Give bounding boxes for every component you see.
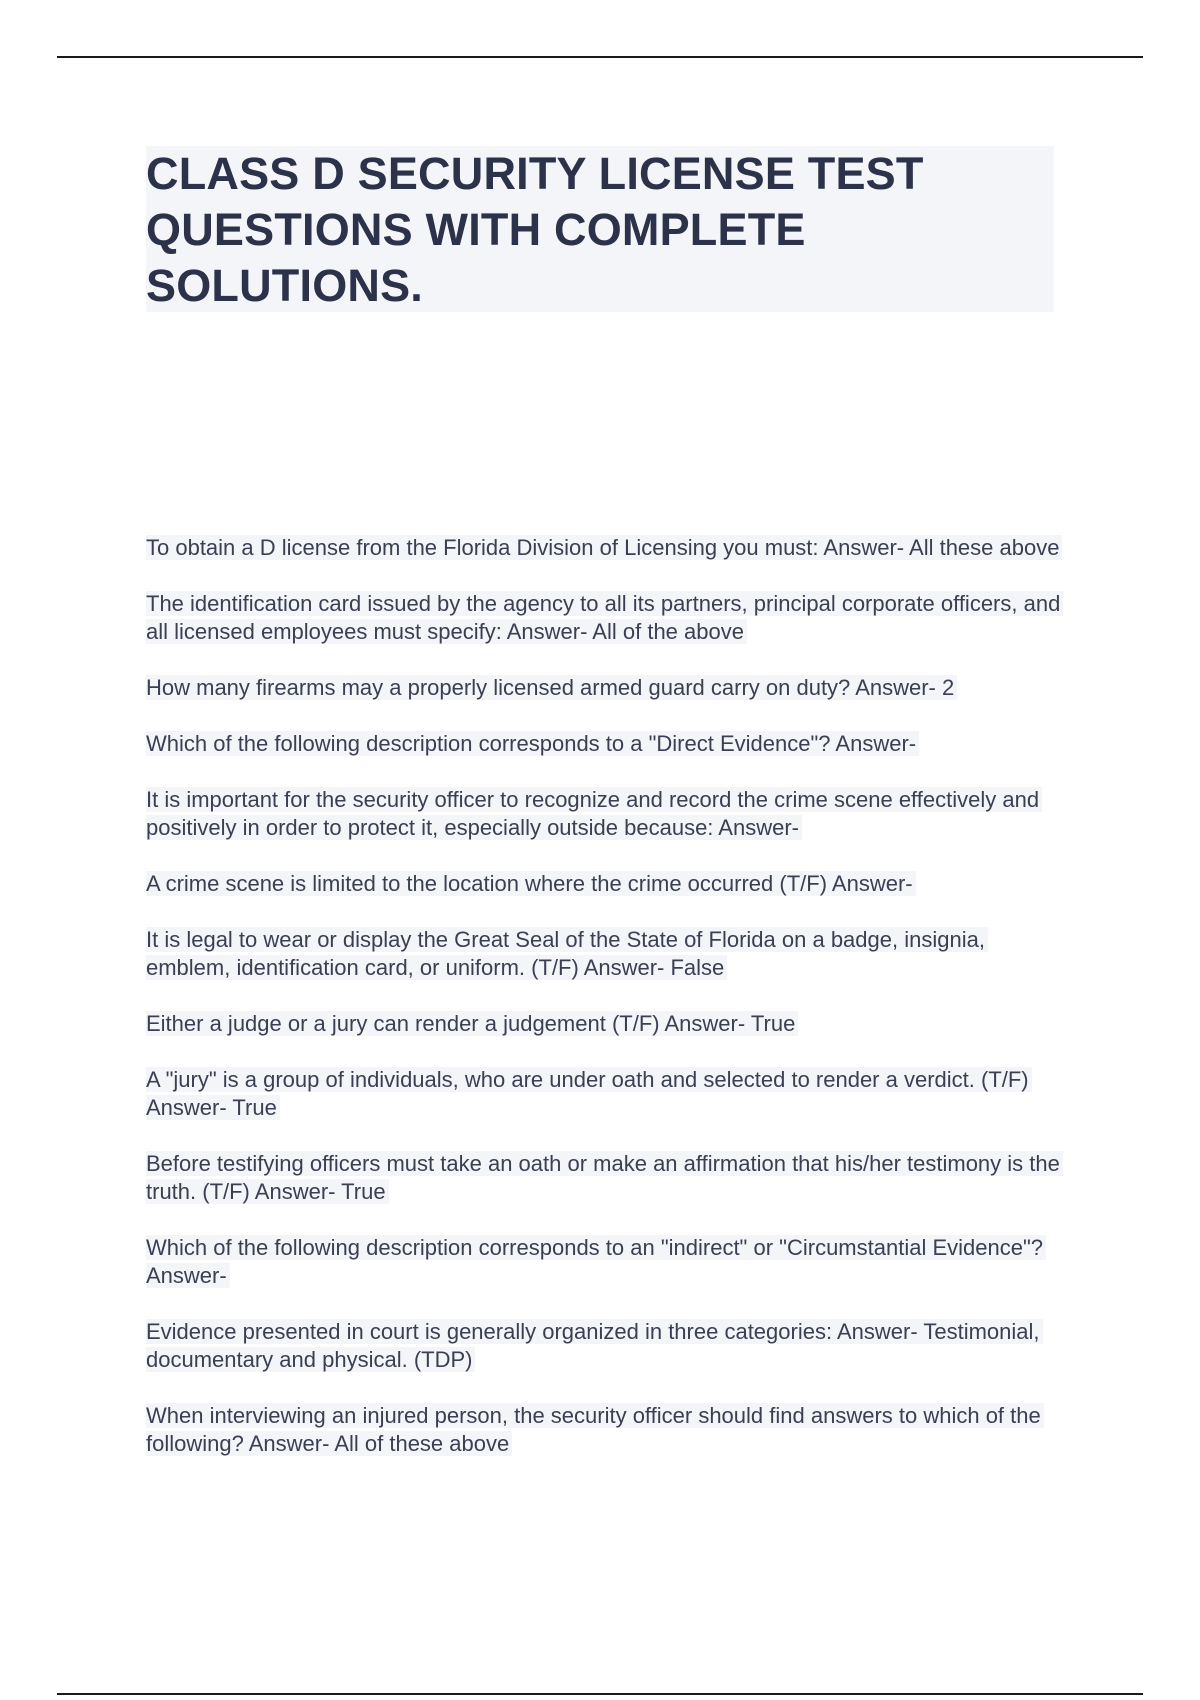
qa-item <box>146 1150 1066 1206</box>
qa-text: How many firearms may a properly licensed armed guard carry on duty? Answer- 2 <box>146 675 957 700</box>
qa-text: The identification card issued by the agency to all its partners, principal corporate officers, and all licensed employees must specify: Answer- All of the above <box>146 591 1063 644</box>
bottom-rule <box>57 1693 1143 1695</box>
top-rule <box>57 56 1143 58</box>
qa-item <box>146 534 1066 562</box>
qa-text: Before testifying officers must take an oath or make an affirmation that his/her testimony is the truth. (T/F) Answer- True <box>146 1151 1063 1204</box>
qa-text: Which of the following description corresponds to an "indirect" or "Circumstantial Evidence"? Answer- <box>146 1235 1046 1288</box>
qa-list <box>146 534 1066 1486</box>
qa-item <box>146 926 1066 982</box>
qa-item <box>146 674 1066 702</box>
qa-item <box>146 1010 1066 1038</box>
qa-text: To obtain a D license from the Florida Division of Licensing you must: Answer- All these above <box>146 535 1062 560</box>
qa-text: When interviewing an injured person, the security officer should find answers to which of the following? Answer- All of these above <box>146 1403 1044 1456</box>
title-block <box>146 146 1054 312</box>
qa-text: Which of the following description corresponds to a "Direct Evidence"? Answer- <box>146 731 919 756</box>
qa-item <box>146 730 1066 758</box>
qa-text: It is important for the security officer to recognize and record the crime scene effectively and positively in order to protect it, especially outside because: Answer- <box>146 787 1042 840</box>
qa-text: A crime scene is limited to the location where the crime occurred (T/F) Answer- <box>146 871 916 896</box>
qa-item <box>146 1402 1066 1458</box>
qa-item <box>146 786 1066 842</box>
qa-text: It is legal to wear or display the Great Seal of the State of Florida on a badge, insignia, emblem, identification card, or uniform. (T/F) Answer- False <box>146 927 988 980</box>
qa-item <box>146 1318 1066 1374</box>
qa-item <box>146 1234 1066 1290</box>
document-title: CLASS D SECURITY LICENSE TEST QUESTIONS WITH COMPLETE SOLUTIONS. <box>146 148 924 311</box>
qa-item <box>146 1066 1066 1122</box>
qa-text: Evidence presented in court is generally organized in three categories: Answer- Testimonial, documentary and physical. (TDP) <box>146 1319 1043 1372</box>
qa-text: A "jury" is a group of individuals, who are under oath and selected to render a verdict. (T/F) Answer- True <box>146 1067 1032 1120</box>
qa-text: Either a judge or a jury can render a judgement (T/F) Answer- True <box>146 1011 798 1036</box>
qa-item <box>146 590 1066 646</box>
qa-item <box>146 870 1066 898</box>
